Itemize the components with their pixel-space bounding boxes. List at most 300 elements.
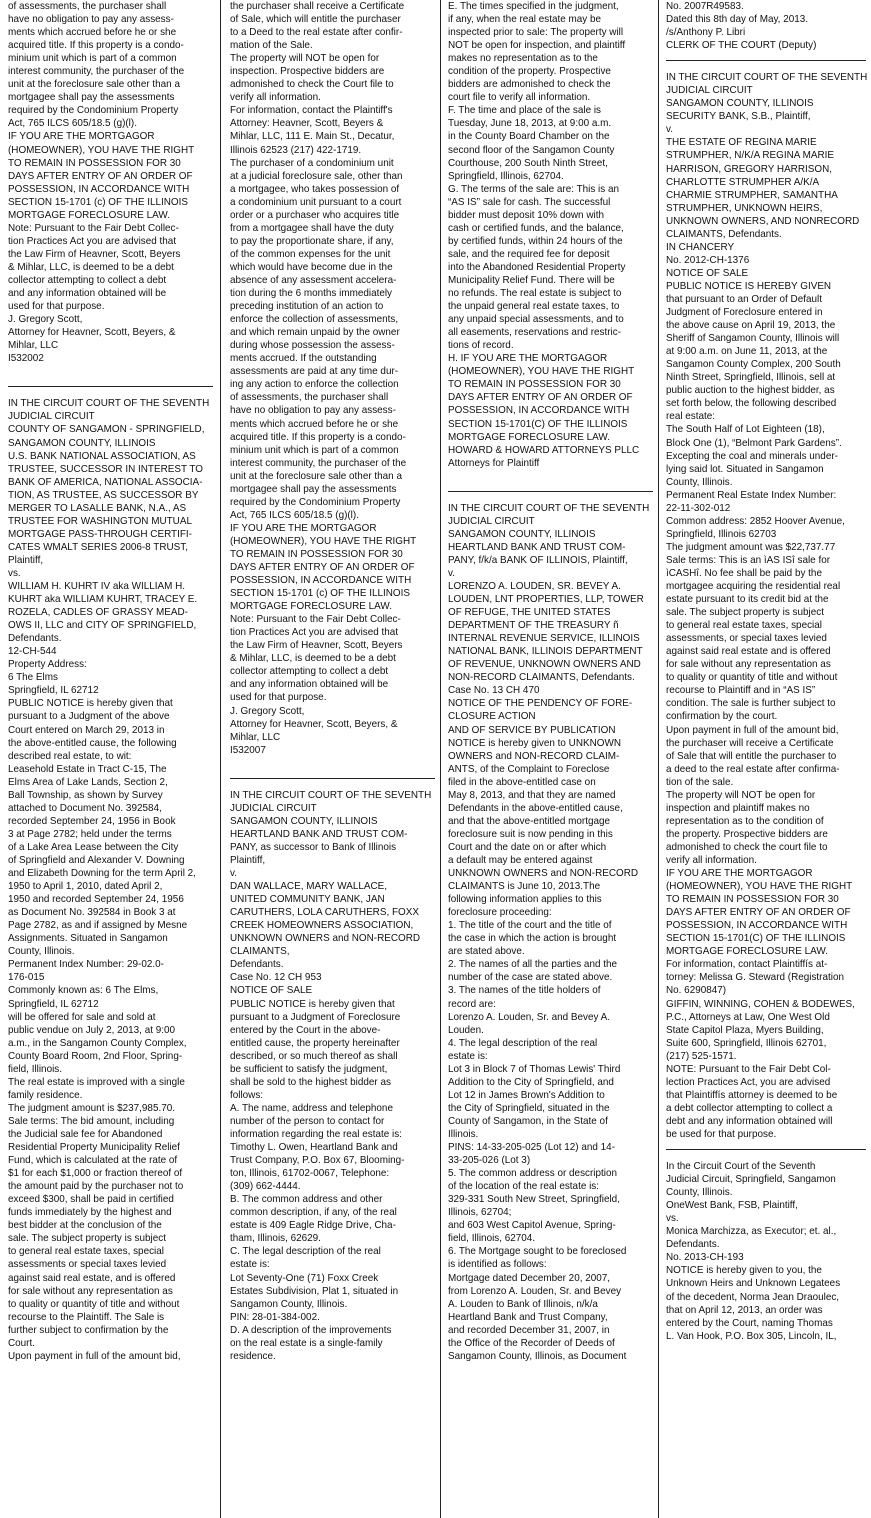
- text-line: Mihlar, LLC: [8, 339, 59, 352]
- text-line: CLOSURE ACTION: [448, 710, 536, 723]
- text-line: I532002: [8, 352, 44, 365]
- text-line: UNKNOWN OWNERS, AND NONRECORD: [666, 214, 860, 227]
- text-line: POSSESSION, IN ACCORDANCE WITH: [230, 574, 412, 587]
- text-line: No. 2012-CH-1376: [666, 253, 750, 266]
- text-line: Lot Seventy-One (71) Foxx Creek: [230, 1271, 379, 1284]
- text-line: Leasehold Estate in Tract C-15, The: [8, 762, 167, 775]
- text-line: best bidder at the conclusion of the: [8, 1219, 162, 1232]
- text-line: Case No. 13 CH 470: [448, 684, 540, 697]
- text-line: OF REVENUE, UNKNOWN OWNERS AND: [448, 658, 641, 671]
- text-line: and 603 West Capitol Avenue, Spring-: [448, 1219, 616, 1232]
- text-line: court file to verify all information.: [448, 91, 591, 104]
- text-line: of Springfield and Alexander V. Downing: [8, 854, 185, 866]
- text-line: & Mihlar, LLC, is deemed to be a debt: [8, 260, 174, 273]
- text-line: of the decedent, Norma Jean Draoulec,: [666, 1290, 840, 1303]
- text-line: Springfield, IL 62712: [8, 997, 99, 1010]
- text-line: In the Circuit Court of the Seventh: [666, 1160, 816, 1173]
- text-line: Addition to the City of Springfield, and: [448, 1075, 614, 1088]
- text-line: unit at the foreclosure sale other than a: [230, 469, 402, 482]
- text-line: TO REMAIN IN POSSESSION FOR 30: [666, 893, 839, 906]
- text-line: minium unit which is part of a common: [8, 52, 177, 65]
- text-line: County, Illinois.: [666, 475, 733, 488]
- text-line: v.: [230, 867, 237, 880]
- text-line: mortgagee shall pay the assessments: [230, 482, 397, 495]
- text-line: Estates Subdivision, Plat 1, situated in: [230, 1284, 399, 1297]
- text-line: State Capitol Plaza, Myers Building,: [666, 1023, 824, 1036]
- text-line: cash or certified funds, and the balance,: [448, 221, 624, 234]
- text-line: C. The legal description of the real: [230, 1245, 381, 1258]
- text-line: ments which accrued before he or she: [230, 417, 399, 430]
- text-line: 3 at Page 2782; held under the terms: [8, 827, 172, 840]
- text-line: Courthouse, 200 South Ninth Street,: [448, 156, 608, 169]
- text-line: The real estate is improved with a single: [8, 1075, 185, 1088]
- text-line: Lot 3 in Block 7 of Thomas Lewis' Third: [448, 1062, 621, 1075]
- text-line: entered by the Court in the above-: [230, 1023, 381, 1036]
- text-line: TRUSTEE, SUCCESSOR IN INTEREST TO: [8, 462, 204, 475]
- text-line: pursuant to a Judgment of Foreclosure: [230, 1010, 401, 1023]
- text-line: (HOMEOWNER), YOU HAVE THE RIGHT: [8, 143, 195, 156]
- text-line: NOTICE OF THE PENDENCY OF FORE-: [448, 697, 633, 710]
- text-line: CLAIMANTS, Defendants.: [666, 227, 782, 240]
- text-line: the Law Firm of Heavner, Scott, Beyers: [8, 247, 181, 260]
- text-line: debt and any information obtained will: [666, 1114, 833, 1127]
- text-line: NOTICE OF SALE: [230, 984, 313, 997]
- text-line: AND OF SERVICE BY PUBLICATION: [448, 723, 616, 736]
- notice-separator: [666, 1149, 866, 1150]
- text-line: Fund, which is calculated at the rate of: [8, 1154, 178, 1167]
- text-line: inspected prior to sale: The property will: [448, 26, 624, 39]
- text-line: DAYS AFTER ENTRY OF AN ORDER OF: [8, 169, 193, 182]
- text-line: family residence.: [8, 1088, 83, 1101]
- text-line: for sale without any representation as: [8, 1284, 173, 1297]
- text-line: representation as to the condition of: [666, 814, 824, 827]
- text-line: recourse to the Plaintiff. The Sale is: [8, 1310, 165, 1323]
- text-line: MORTGAGE FORECLOSURE LAW.: [666, 945, 828, 958]
- text-line: OWNERS and NON-RECORD CLAIM-: [448, 749, 620, 762]
- text-line: A. The name, address and telephone: [230, 1101, 393, 1114]
- text-line: during whose possession the assess-: [230, 339, 395, 352]
- text-line: and that the above-entitled mortgage: [448, 814, 611, 827]
- text-line: No. 6290847): [666, 984, 727, 997]
- text-line: MORTGAGE FORECLOSURE LAW.: [230, 600, 392, 613]
- text-line: foreclosure suit is now pending in this: [448, 827, 613, 840]
- text-line: (309) 662-4444.: [230, 1180, 301, 1193]
- text-line: ing any action to enforce the collection: [230, 378, 399, 391]
- notice-separator: [448, 491, 653, 492]
- text-line: assessments are paid at any time dur-: [230, 365, 399, 378]
- text-line: admonished to check the Court file to: [230, 78, 394, 91]
- text-line: tion of the sale.: [666, 775, 734, 788]
- text-line: number of the case are stated above.: [448, 971, 613, 984]
- text-line: County of Sangamon, in the State of: [448, 1114, 608, 1127]
- text-line: Court.: [8, 1336, 36, 1349]
- text-line: THE ESTATE OF REGINA MARIE: [666, 136, 817, 149]
- text-line: INTERNAL REVENUE SERVICE, ILLINOIS: [448, 632, 640, 645]
- text-line: from Lorenzo A. Louden, Sr. and Bevey: [448, 1284, 622, 1297]
- text-line: CLERK OF THE COURT (Deputy): [666, 39, 817, 52]
- text-line: County, Illinois.: [8, 945, 75, 958]
- text-line: SECTION 15-1701(C) OF THE ILLINOIS: [448, 417, 628, 430]
- text-line: Defendants.: [8, 632, 62, 645]
- text-line: interest community, the purchaser of the: [8, 65, 185, 78]
- text-line: ton, Illinois, 61702-0067, Telephone:: [230, 1167, 390, 1180]
- text-line: interest community, the purchaser of the: [230, 456, 407, 469]
- text-line: PUBLIC NOTICE is hereby given that: [8, 697, 173, 710]
- text-line: JUDICIAL CIRCUIT: [448, 514, 535, 527]
- text-line: SANGAMON COUNTY, ILLINOIS: [666, 97, 814, 110]
- text-line: is identified as follows:: [448, 1258, 547, 1271]
- text-line: verify all information.: [666, 854, 757, 866]
- text-line: May 8, 2013, and that they are named: [448, 788, 616, 801]
- text-line: following information applies to this: [448, 893, 602, 906]
- text-line: IN THE CIRCUIT COURT OF THE SEVENTH: [230, 788, 432, 801]
- text-line: KUHRT aka WILLIAM KUHRT, TRACEY E.: [8, 593, 198, 606]
- text-line: collector attempting to collect a debt: [8, 273, 167, 286]
- text-line: HOWARD & HOWARD ATTORNEYS PLLC: [448, 443, 640, 456]
- text-line: Plaintiff,: [230, 854, 266, 866]
- text-line: Attorney: Heavner, Scott, Beyers &: [230, 117, 384, 130]
- text-line: Timothy L. Owen, Heartland Bank and: [230, 1141, 398, 1154]
- text-line: of Sale that will entitle the purchaser to: [666, 749, 837, 762]
- text-line: Residential Property Municipality Relief: [8, 1141, 180, 1154]
- text-line: mortgagee shall pay the assessments: [8, 91, 175, 104]
- text-line: recourse to Plaintiff and in “AS IS”: [666, 684, 816, 697]
- text-line: PUBLIC NOTICE IS HEREBY GIVEN: [666, 279, 832, 292]
- text-line: the case in which the action is brought: [448, 932, 617, 945]
- text-line: SECTION 15-1701(C) OF THE ILLINOIS: [666, 932, 846, 945]
- text-line: information regarding the real estate is:: [230, 1127, 402, 1140]
- text-line: a condominium unit pursuant to a court: [230, 195, 402, 208]
- text-line: ments accrued. If the outstanding: [230, 352, 377, 365]
- text-line: acquired title. If this property is a condo-: [230, 430, 406, 443]
- text-line: described real estate, to wit:: [8, 749, 132, 762]
- text-line: 5. The common address or description: [448, 1167, 617, 1180]
- text-line: of the common expenses for the unit: [230, 247, 391, 260]
- text-line: Trust Company, P.O. Box 67, Blooming-: [230, 1154, 405, 1167]
- text-line: makes no representation as to the: [448, 52, 598, 65]
- text-line: tion Practices Act you are advised that: [230, 626, 399, 639]
- text-line: Case No. 12 CH 953: [230, 971, 322, 984]
- text-line: CLAIMANTS is June 10, 2013.The: [448, 880, 601, 893]
- column-1: [8, 0, 213, 1363]
- text-line: UNKNOWN OWNERS and NON-RECORD: [230, 932, 421, 945]
- text-line: TION, AS TRUSTEE, AS SUCCESSOR BY: [8, 488, 199, 501]
- text-line: JUDICIAL CIRCUIT: [8, 410, 95, 423]
- text-line: MERGER TO LASALLE BANK, N.A., AS: [8, 501, 187, 514]
- text-line: verify all information.: [230, 91, 321, 104]
- notice-separator: [230, 778, 435, 779]
- text-line: Municipality Relief Fund. There will be: [448, 273, 615, 286]
- text-line: Judicial Circuit, Springfield, Sangamon: [666, 1173, 836, 1186]
- text-line: POSSESSION, IN ACCORDANCE WITH: [8, 182, 190, 195]
- text-line: and which remain unpaid by the owner: [230, 326, 400, 339]
- text-line: Elms Area of Lake Lands, Section 2,: [8, 775, 168, 788]
- text-line: ANTS, of the Complaint to Foreclose: [448, 762, 610, 775]
- text-line: A. Louden to Bank of Illinois, n/k/a: [448, 1297, 598, 1310]
- text-line: recorded September 24, 1956 in Book: [8, 814, 176, 827]
- text-line: 1950 to April 1, 2010, dated April 2,: [8, 880, 163, 893]
- text-line: Tuesday, June 18, 2013, at 9:00 a.m.: [448, 117, 612, 130]
- text-line: to quality or quantity of title and without: [666, 671, 838, 684]
- text-line: 1. The title of the court and the title of: [448, 919, 612, 932]
- text-line: 329-331 South New Street, Springfield,: [448, 1193, 620, 1206]
- text-line: HARRISON, GREGORY HARRISON,: [666, 162, 832, 175]
- text-line: MORTGAGE FORECLOSURE LAW.: [448, 430, 610, 443]
- text-line: of assessments, the purchaser shall: [8, 0, 167, 12]
- text-line: a mortgagee, who takes possession of: [230, 182, 400, 195]
- text-line: Dated this 8th day of May, 2013.: [666, 13, 809, 26]
- text-line: IN CHANCERY: [666, 240, 735, 253]
- text-line: filed in the above-entitled case on: [448, 775, 596, 788]
- text-line: The South Half of Lot Eighteen (18),: [666, 423, 825, 436]
- text-line: IN THE CIRCUIT COURT OF THE SEVENTH: [8, 397, 210, 410]
- text-line: D. A description of the improvements: [230, 1323, 392, 1336]
- text-line: used for that purpose.: [8, 300, 105, 313]
- text-line: LORENZO A. LOUDEN, SR. BEVEY A.: [448, 580, 621, 593]
- text-line: For information, contact Plaintiffís at-: [666, 958, 828, 971]
- text-line: Excepting the coal and minerals under-: [666, 449, 838, 462]
- text-line: No. 2007R49583.: [666, 0, 744, 12]
- text-line: and any information obtained will be: [8, 287, 167, 300]
- text-line: exceed $300, shall be paid in certified: [8, 1193, 174, 1206]
- text-line: estate is 409 Eagle Ridge Drive, Cha-: [230, 1219, 396, 1232]
- text-line: CLAIMANTS,: [230, 945, 290, 958]
- text-line: /s/Anthony P. Libri: [666, 26, 746, 39]
- text-line: of Sale, which will entitle the purchaser: [230, 13, 401, 26]
- text-line: SECTION 15-1701 (c) OF THE ILLINOIS: [230, 587, 410, 600]
- text-line: the unpaid general real estate taxes, to: [448, 300, 620, 313]
- text-line: for sale without any representation as: [666, 658, 831, 671]
- text-line: HEARTLAND BANK AND TRUST COM-: [448, 540, 626, 553]
- text-line: PANY, f/k/a BANK OF ILLINOIS, Plaintiff,: [448, 553, 628, 566]
- text-line: HEARTLAND BANK AND TRUST COM-: [230, 827, 408, 840]
- text-line: For information, contact the Plaintiff's: [230, 104, 393, 117]
- text-line: The judgment amount is $237,985.70.: [8, 1101, 176, 1114]
- text-line: Sangamon County, Illinois.: [230, 1297, 348, 1310]
- text-line: (HOMEOWNER), YOU HAVE THE RIGHT: [230, 534, 417, 547]
- text-line: at 9:00 a.m. on June 11, 2013, at the: [666, 345, 828, 358]
- text-line: further subject to confirmation by the: [8, 1323, 169, 1336]
- text-line: estate is:: [230, 1258, 270, 1271]
- text-line: Common address: 2852 Hoover Avenue,: [666, 514, 845, 527]
- text-line: admonished to check the court file to: [666, 840, 828, 853]
- text-line: GIFFIN, WINNING, COHEN & BODEWES,: [666, 997, 855, 1010]
- text-line: P.C., Attorneys at Law, One West Old: [666, 1010, 830, 1023]
- text-line: Property Address:: [8, 658, 87, 671]
- text-line: UNKNOWN OWNERS and NON-RECORD: [448, 867, 639, 880]
- column-rule-2: [440, 0, 441, 1518]
- text-line: that on April 12, 2013, an order was: [666, 1303, 823, 1316]
- text-line: entitled cause, the property hereinafter: [230, 1036, 400, 1049]
- text-line: sale, and the required fee for deposit: [448, 247, 610, 260]
- text-line: Defendants.: [230, 958, 284, 971]
- text-line: the property. Prospective bidders are: [666, 827, 828, 840]
- text-line: (HOMEOWNER), YOU HAVE THE RIGHT: [448, 365, 635, 378]
- text-line: second floor of the Sangamon County: [448, 143, 615, 156]
- text-line: vs.: [666, 1212, 679, 1225]
- text-line: 3. The names of the title holders of: [448, 984, 601, 997]
- text-line: IF YOU ARE THE MORTGAGOR: [8, 130, 155, 143]
- text-line: ìCASHî. No fee shall be paid by the: [666, 566, 822, 579]
- text-line: NOTICE OF SALE: [666, 266, 749, 279]
- text-line: U.S. BANK NATIONAL ASSOCIATION, AS: [8, 449, 196, 462]
- text-line: MORTGAGE PASS-THROUGH CERTIFI-: [8, 527, 192, 540]
- text-line: SECURITY BANK, S.B., Plaintiff,: [666, 110, 811, 123]
- column-2: [230, 0, 435, 1363]
- text-line: the above-entitled cause, the following: [8, 736, 177, 749]
- text-line: tion Practices Act you are advised that: [8, 234, 177, 247]
- text-line: shall be sold to the highest bidder as: [230, 1075, 391, 1088]
- blank-line: [448, 470, 641, 483]
- text-line: Louden.: [448, 1023, 484, 1036]
- text-line: No. 2013-CH-193: [666, 1251, 744, 1264]
- text-line: number of the person to contact for: [230, 1114, 385, 1127]
- text-line: 2. The names of all the parties and the: [448, 958, 618, 971]
- text-line: TO REMAIN IN POSSESSION FOR 30: [8, 156, 181, 169]
- text-line: H. IF YOU ARE THE MORTGAGOR: [448, 352, 608, 365]
- column-4: [666, 0, 866, 1343]
- text-line: that Plaintiffís attorney is deemed to be: [666, 1088, 838, 1101]
- text-line: the purchaser shall receive a Certificate: [230, 0, 405, 12]
- text-line: Illinois, 62704;: [448, 1206, 512, 1219]
- text-line: DEPARTMENT OF THE TREASURY ñ: [448, 619, 619, 632]
- text-line: Heartland Bank and Trust Company,: [448, 1310, 608, 1323]
- text-line: Act, 765 ILCS 605/18.5 (g)(l).: [8, 117, 137, 130]
- text-line: UNITED COMMUNITY BANK, JAN: [230, 893, 385, 906]
- text-line: funds immediately by the highest and: [8, 1206, 172, 1219]
- text-line: PIN: 28-01-384-002.: [230, 1310, 320, 1323]
- text-line: Assignments. Situated in Sangamon: [8, 932, 168, 945]
- notice-separator: [8, 386, 213, 387]
- text-line: by certified funds, within 24 hours of the: [448, 234, 623, 247]
- text-line: Attorneys for Plaintiff: [448, 456, 540, 469]
- text-line: sale. The subject property is subject: [666, 606, 824, 619]
- text-line: residence.: [230, 1349, 276, 1362]
- text-line: Monica Marchizza, as Executor; et. al.,: [666, 1225, 837, 1238]
- text-line: to quality or quantity of title and without: [8, 1297, 180, 1310]
- text-line: County, Illinois.: [666, 1186, 733, 1199]
- text-line: entered by the Court, naming Thomas: [666, 1316, 833, 1329]
- text-line: collector attempting to collect a debt: [230, 665, 389, 678]
- text-line: into the Abandoned Residential Property: [448, 260, 626, 273]
- text-line: the Law Firm of Heavner, Scott, Beyers: [230, 639, 403, 652]
- text-line: TO REMAIN IN POSSESSION FOR 30: [230, 547, 403, 560]
- text-line: CREEK HOMEOWNERS ASSOCIATION,: [230, 919, 414, 932]
- text-line: Springfield, IL 62712: [8, 684, 99, 697]
- text-line: lection Practices Act, you are advised: [666, 1075, 831, 1088]
- text-line: County Board Room, 2nd Floor, Spring-: [8, 1049, 183, 1062]
- text-line: Commonly known as: 6 The Elms,: [8, 984, 159, 997]
- text-line: record are:: [448, 997, 496, 1010]
- text-line: which would have become due in the: [230, 260, 393, 273]
- text-line: a.m., in the Sangamon County Complex,: [8, 1036, 187, 1049]
- text-line: 22-11-302-012: [666, 501, 731, 514]
- text-line: assessments, or special taxes levied: [666, 632, 827, 645]
- text-line: public vendue on July 2, 2013, at 9:00: [8, 1023, 176, 1036]
- text-line: on the real estate is a single-family: [230, 1336, 383, 1349]
- blank-line: [230, 757, 423, 770]
- text-line: 1950 and recorded September 24, 1956: [8, 893, 184, 906]
- text-line: to a Deed to the real estate after confir-: [230, 26, 403, 39]
- text-line: to general real estate taxes, special: [666, 619, 822, 632]
- text-line: NOTE: Pursuant to the Fair Debt Col-: [666, 1062, 831, 1075]
- text-line: if any, when the real estate may be: [448, 13, 602, 26]
- text-line: inspection and plaintiff makes no: [666, 801, 810, 814]
- text-line: B. The common address and other: [230, 1193, 383, 1206]
- text-line: have no obligation to pay any assess-: [8, 13, 174, 26]
- text-line: the above cause on April 19, 2013, the: [666, 319, 836, 332]
- text-line: The judgment amount was $22,737.77: [666, 540, 836, 553]
- text-line: Defendants.: [666, 1238, 720, 1251]
- text-line: Judgment of Foreclosure entered in: [666, 306, 823, 319]
- text-line: attached to Document No. 392584,: [8, 801, 162, 814]
- text-line: CHARLOTTE STRUMPHER A/K/A: [666, 175, 820, 188]
- text-line: Attorney for Heavner, Scott, Beyers, &: [230, 717, 398, 730]
- text-line: Court and the date on or after which: [448, 840, 607, 853]
- text-line: the City of Springfield, situated in the: [448, 1101, 610, 1114]
- text-line: are stated above.: [448, 945, 525, 958]
- text-line: against said real estate and is offered: [666, 645, 831, 658]
- text-line: Sheriff of Sangamon County, Illinois will: [666, 332, 840, 345]
- text-line: be used for that purpose.: [666, 1127, 777, 1140]
- text-line: 33-205-026 (Lot 3): [448, 1154, 531, 1167]
- text-line: $1 for each $1,000 or fraction thereof of: [8, 1167, 183, 1180]
- text-line: Lorenzo A. Louden, Sr. and Bevey A.: [448, 1010, 611, 1023]
- text-line: sale. The subject property is subject: [8, 1232, 166, 1245]
- text-line: have no obligation to pay any assess-: [230, 404, 396, 417]
- text-line: NOTICE is hereby given to you, the: [666, 1264, 822, 1277]
- text-line: OF REFUGE, THE UNITED STATES: [448, 606, 611, 619]
- text-line: be sufficient to satisfy the judgment,: [230, 1062, 388, 1075]
- text-line: condition of the property. Prospective: [448, 65, 611, 78]
- text-line: IN THE CIRCUIT COURT OF THE SEVENTH: [448, 501, 650, 514]
- text-line: in the County Board Chamber on the: [448, 130, 610, 143]
- text-line: to general real estate taxes, special: [8, 1245, 164, 1258]
- text-line: NATIONAL BANK, ILLINOIS DEPARTMENT: [448, 645, 643, 658]
- text-line: DAYS AFTER ENTRY OF AN ORDER OF: [666, 906, 851, 919]
- text-line: Mihlar, LLC: [230, 730, 281, 743]
- text-line: v.: [448, 566, 455, 579]
- text-line: SECTION 15-1701 (c) OF THE ILLINOIS: [8, 195, 188, 208]
- text-line: Springfield, Illinois 62703: [666, 527, 777, 540]
- text-line: the Office of the Recorder of Deeds of: [448, 1336, 615, 1349]
- text-line: LOUDEN, LNT PROPERTIES, LLP, TOWER: [448, 593, 644, 606]
- text-line: “AS IS” sale for cash. The successful: [448, 195, 611, 208]
- text-line: mortgagee acquiring the residential real: [666, 580, 841, 593]
- text-line: set forth below, the following described: [666, 397, 837, 410]
- text-line: Defendants in the above-entitled cause,: [448, 801, 623, 814]
- text-line: TO REMAIN IN POSSESSION FOR 30: [448, 378, 621, 391]
- text-line: IF YOU ARE THE MORTGAGOR: [230, 521, 377, 534]
- text-line: used for that purpose.: [230, 691, 327, 704]
- text-line: OneWest Bank, FSB, Plaintiff,: [666, 1199, 798, 1212]
- text-line: Mihlar, LLC, 111 E. Main St., Decatur,: [230, 130, 395, 143]
- text-line: the Judicial sale fee for Abandoned: [8, 1127, 163, 1140]
- text-line: the purchaser will receive a Certificate: [666, 736, 834, 749]
- text-line: no refunds. The real estate is subject to: [448, 287, 622, 300]
- text-line: POSSESSION, IN ACCORDANCE WITH: [666, 919, 848, 932]
- text-line: IF YOU ARE THE MORTGAGOR: [666, 867, 813, 880]
- text-line: CARUTHERS, LOLA CARUTHERS, FOXX: [230, 906, 419, 919]
- text-line: POSSESSION, IN ACCORDANCE WITH: [448, 404, 630, 417]
- column-rule-3: [658, 0, 659, 1518]
- text-line: 4. The legal description of the real: [448, 1036, 598, 1049]
- text-line: SANGAMON COUNTY, ILLINOIS: [8, 436, 156, 449]
- text-line: SANGAMON COUNTY, ILLINOIS: [230, 814, 378, 827]
- text-line: common description, if any, of the real: [230, 1206, 397, 1219]
- text-line: DAN WALLACE, MARY WALLACE,: [230, 880, 388, 893]
- text-line: to pay the proportionate share, if any,: [230, 234, 394, 247]
